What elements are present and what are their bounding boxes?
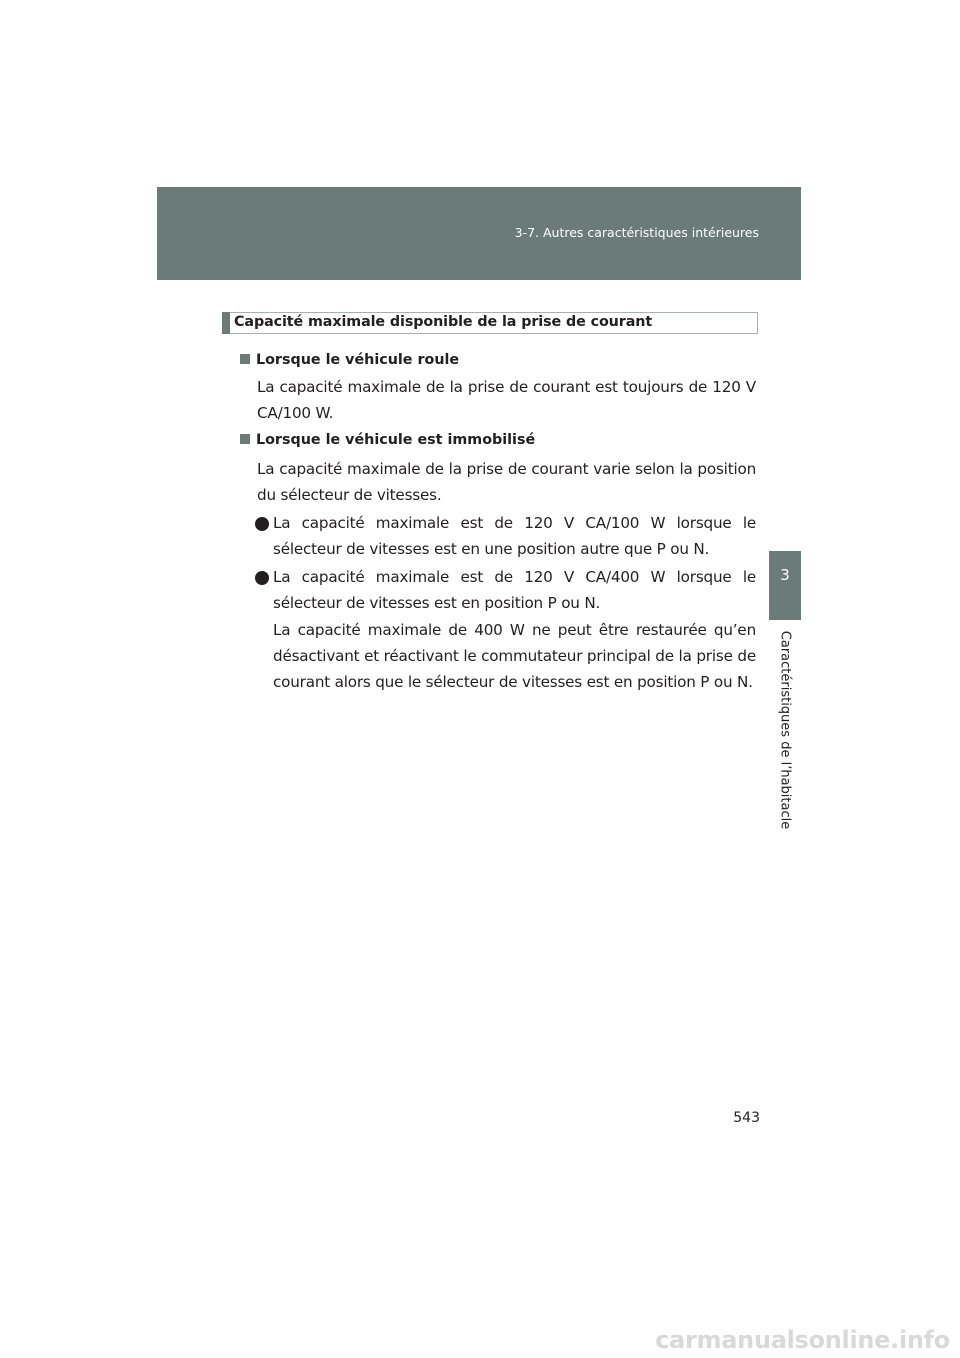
chapter-number: 3 bbox=[780, 566, 790, 584]
square-bullet-icon bbox=[240, 354, 250, 364]
stopped-paragraph: La capacité maximale de la prise de courant varie selon la position du sélecteur de vitesses. bbox=[257, 460, 756, 504]
bullet-item-2: La capacité maximale est de 120 V CA/400 W lorsque le sélecteur de vitesses est en position P ou N. bbox=[273, 568, 756, 612]
subheading-stopped-label: Lorsque le véhicule est immobilisé bbox=[256, 432, 536, 448]
subheading-moving bbox=[240, 352, 459, 368]
note-paragraph: La capacité maximale de 400 W ne peut être restaurée qu’en désactivant et réactivant le commutateur principal de la prise de courant alors que le sélecteur de vitesses est en position P ou N. bbox=[273, 621, 756, 691]
watermark: carmanualsonline.info bbox=[655, 1326, 950, 1354]
section-title: Capacité maximale disponible de la prise de courant bbox=[234, 314, 653, 330]
moving-paragraph: La capacité maximale de la prise de courant est toujours de 120 V CA/100 W. bbox=[257, 378, 756, 422]
bullet-dot-icon bbox=[255, 517, 269, 531]
page-number: 543 bbox=[733, 1110, 760, 1126]
chapter-tab bbox=[769, 551, 801, 620]
section-header bbox=[222, 312, 758, 334]
section-breadcrumb: 3-7. Autres caractéristiques intérieures bbox=[514, 225, 759, 240]
subheading-stopped bbox=[240, 432, 535, 448]
bullet-item-1: La capacité maximale est de 120 V CA/100 W lorsque le sélecteur de vitesses est en une position autre que P ou N. bbox=[273, 514, 756, 558]
subheading-moving-label: Lorsque le véhicule roule bbox=[256, 352, 460, 368]
chapter-header-band bbox=[157, 187, 801, 280]
square-bullet-icon bbox=[240, 434, 250, 444]
chapter-caption: Caractéristiques de l’habitacle bbox=[777, 630, 793, 830]
section-header-marker bbox=[222, 312, 230, 334]
bullet-dot-icon bbox=[255, 571, 269, 585]
